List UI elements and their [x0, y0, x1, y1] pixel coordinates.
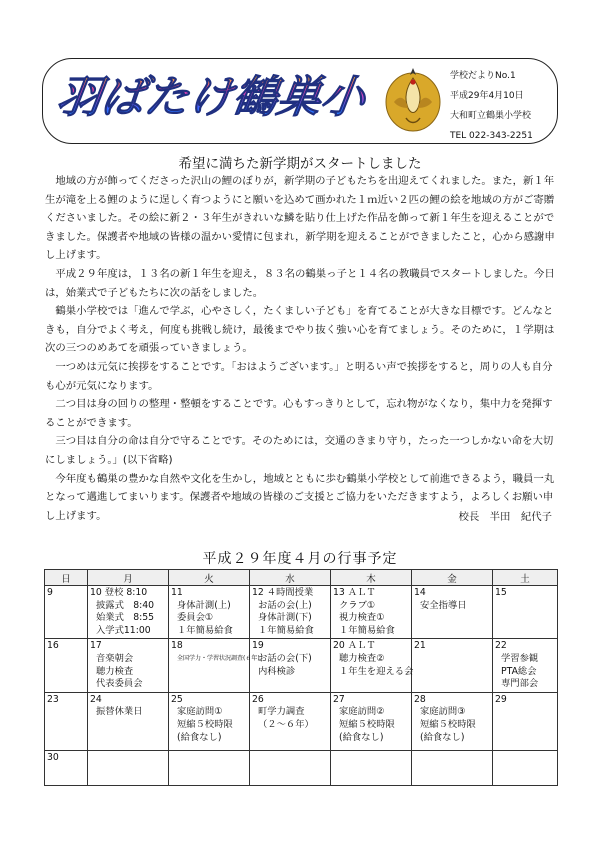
schedule-day-cell — [412, 750, 493, 785]
day-number: 14 — [414, 587, 426, 598]
schedule-day-cell — [331, 692, 412, 750]
schedule-event: お話の会(上) — [258, 599, 312, 611]
schedule-day-cell — [169, 750, 250, 785]
day-number: 11 — [171, 587, 183, 598]
day-number: 16 — [47, 640, 59, 652]
day-header-tue: 火 — [169, 570, 250, 586]
schedule-title: 平成２９年度４月の行事予定 — [202, 551, 398, 567]
schedule-day-cell — [88, 750, 169, 785]
schedule-day-cell — [331, 586, 412, 639]
schedule-day-cell — [169, 586, 250, 639]
day-number: 25 — [171, 693, 183, 705]
schedule-day-cell — [493, 750, 558, 785]
letter-paragraph: 今年度も鶴巣の豊かな自然や文化を生かし，地域とともに歩む鶴巣小学校として前進できるよう，職員一丸となって邁進してまいります。保護者や地域の皆様のご支援とご協力をいただきますよう，よろしくお願い申し上げます。 — [45, 472, 555, 522]
day-number: 30 — [47, 751, 59, 763]
principal-signature: 校長 半田 紀代子 — [458, 511, 552, 523]
letter-paragraph: 鶴巣小学校では「進んで学ぶ，心やさしく，たくましい子ども」を育てることが大きな目標です。どんなときも，自分でよく考え，何度も挑戦し続け，最後までやり抜く強い心を育てましょう。そのために，１学期は次の三つのめあてを頑張っていきましょう。 — [45, 305, 555, 355]
day-number: 12 ４時間授業 — [252, 587, 314, 598]
day-number: 19 — [252, 640, 264, 652]
schedule-day-cell — [250, 750, 331, 785]
schedule-event: 身体計測(上) — [177, 599, 231, 611]
schedule-week-row — [45, 639, 558, 692]
schedule-day-cell — [88, 586, 169, 639]
schedule-event: 代表委員会 — [96, 678, 143, 690]
schedule-event: クラブ① — [339, 599, 376, 611]
day-number: 9 — [47, 587, 53, 598]
day-header-wed: 水 — [250, 570, 331, 586]
day-number: 29 — [495, 693, 507, 705]
schedule-week-row — [45, 750, 558, 785]
issue-date: 平成29年4月10日 — [450, 91, 524, 101]
schedule-day-cell — [331, 750, 412, 785]
day-header-sat: 土 — [493, 570, 558, 586]
day-number: 24 — [90, 693, 102, 705]
schedule-event: (給食なし) — [177, 731, 222, 743]
schedule-event: 短縮５校時限 — [339, 718, 395, 730]
schedule-event: お話の会(下) — [258, 652, 312, 664]
schedule-event: 短縮５校時限 — [177, 718, 233, 730]
schedule-day-cell — [412, 639, 493, 692]
day-number: 20 ＡＬＴ — [333, 640, 376, 652]
schedule-day-cell — [250, 586, 331, 639]
schedule-day-cell — [493, 639, 558, 692]
schedule-day-cell — [45, 692, 88, 750]
day-header-thu: 木 — [331, 570, 412, 586]
day-number: 10 登校 8:10 — [90, 587, 148, 598]
schedule-day-cell — [412, 586, 493, 639]
newsletter-number: 学校だよりNo.1 — [450, 71, 516, 81]
schedule-event: PTA総会 — [501, 665, 537, 677]
school-name: 大和町立鶴巣小学校 — [450, 111, 532, 121]
schedule-week-row — [45, 586, 558, 639]
schedule-event: 身体計測(下) — [258, 612, 312, 624]
day-number: 18 — [171, 640, 183, 652]
letter-paragraph: 二つ目は身の回りの整理・整頓をすることです。心もすっきりとして，忘れ物がなくなり，集中力を発揮することができます。 — [45, 398, 553, 429]
schedule-event: １年簡易給食 — [258, 624, 314, 636]
letter-paragraph: 三つ目は自分の命は自分で守ることです。そのためには，交通のきまり守り，たった一つしかない命を大切にしましょう。」(以下省略) — [45, 435, 554, 466]
day-number: 22 — [495, 640, 507, 652]
day-number: 27 — [333, 693, 345, 705]
schedule-event: 短縮５校時限 — [420, 718, 476, 730]
letter-paragraph: 平成２９年度は，１３名の新１年生を迎え，８３名の鶴巣っ子と１４名の教職員でスタートしました。今日は，始業式で子どもたちに次の話をしました。 — [45, 267, 555, 299]
schedule-event: 入学式11:00 — [96, 624, 151, 636]
schedule-event: (給食なし) — [420, 731, 465, 743]
schedule-event: 全国学力・学習状況調査(６年) — [177, 654, 260, 662]
day-number: 17 — [90, 640, 102, 652]
schedule-event: 視力検査① — [339, 612, 385, 624]
schedule-event: １年簡易給食 — [339, 624, 395, 636]
school-crest-crane-icon — [384, 64, 442, 134]
schedule-event: 安全指導日 — [420, 599, 467, 611]
masthead-info — [450, 66, 533, 146]
schedule-day-cell — [250, 639, 331, 692]
schedule-event: 家庭訪問① — [177, 706, 223, 718]
day-number: 28 — [414, 693, 426, 705]
letter-headline: 希望に満ちた新学期がスタートしました — [178, 156, 422, 172]
school-tel: TEL 022-343-2251 — [450, 131, 533, 141]
day-number: 23 — [47, 693, 59, 705]
day-number: 15 — [495, 587, 507, 598]
schedule-week-row — [45, 692, 558, 750]
schedule-day-cell — [250, 692, 331, 750]
schedule-day-cell — [412, 692, 493, 750]
schedule-day-cell — [45, 639, 88, 692]
schedule-day-cell — [493, 692, 558, 750]
schedule-event: 始業式 8:55 — [96, 612, 155, 624]
day-number: 21 — [414, 640, 426, 652]
day-header-sun: 日 — [45, 570, 88, 586]
schedule-event: 学習参観 — [501, 652, 539, 664]
masthead-title: 羽ばたけ鶴巣小 — [53, 72, 369, 123]
schedule-event: 音楽朝会 — [96, 652, 134, 664]
day-number: 26 — [252, 693, 264, 705]
schedule-day-cell — [88, 692, 169, 750]
april-schedule-table — [44, 569, 558, 786]
day-header-fri: 金 — [412, 570, 493, 586]
letter-paragraph: 地域の方が飾ってくださった沢山の鯉のぼりが，新学期の子どもたちを出迎えてくれました。また，新１年生が滝を上る鯉のように逞しく育つようにと願いを込めて画かれた１ｍ近い２匹の鯉の絵を地域の方がご寄贈くださいました。その絵に新２・３年生がきれいな鱗を貼り仕上げた作品を飾って新１年生を迎えることができました。保護者や地域の皆様の温かい愛情に包まれ，新学期を迎えることができましたこと，心から感謝申し上げます。 — [45, 175, 555, 262]
schedule-event: 町学力調査 — [258, 706, 305, 718]
schedule-day-cell — [88, 639, 169, 692]
schedule-event: 振替休業日 — [96, 706, 143, 718]
schedule-event: １年簡易給食 — [177, 624, 233, 636]
schedule-event: 専門部会 — [501, 678, 539, 690]
day-header-mon: 月 — [88, 570, 169, 586]
masthead-title-art — [53, 62, 369, 128]
schedule-event: 家庭訪問③ — [420, 706, 466, 718]
schedule-event: 聴力検査 — [96, 665, 134, 677]
letter-paragraph: 一つめは元気に挨拶をすることです。「おはようございます。」と明るい声で挨拶をすると，周りの人も自分も心が元気になります。 — [45, 360, 553, 392]
schedule-event: 委員会① — [177, 612, 214, 624]
schedule-event: 内科検診 — [258, 665, 296, 677]
schedule-day-cell — [493, 586, 558, 639]
schedule-event: 家庭訪問② — [339, 706, 385, 718]
schedule-day-cell — [45, 586, 88, 639]
principal-letter — [45, 172, 555, 525]
schedule-day-cell — [331, 639, 412, 692]
schedule-event: 披露式 8:40 — [96, 599, 155, 611]
schedule-day-cell — [45, 750, 88, 785]
schedule-event: 聴力検査② — [339, 652, 385, 664]
schedule-day-cell — [169, 692, 250, 750]
schedule-event: １年生を迎える会 — [339, 665, 414, 677]
schedule-event: （２～６年） — [258, 718, 314, 730]
schedule-event: (給食なし) — [339, 731, 384, 743]
day-number: 13 ＡＬＴ — [333, 587, 376, 598]
